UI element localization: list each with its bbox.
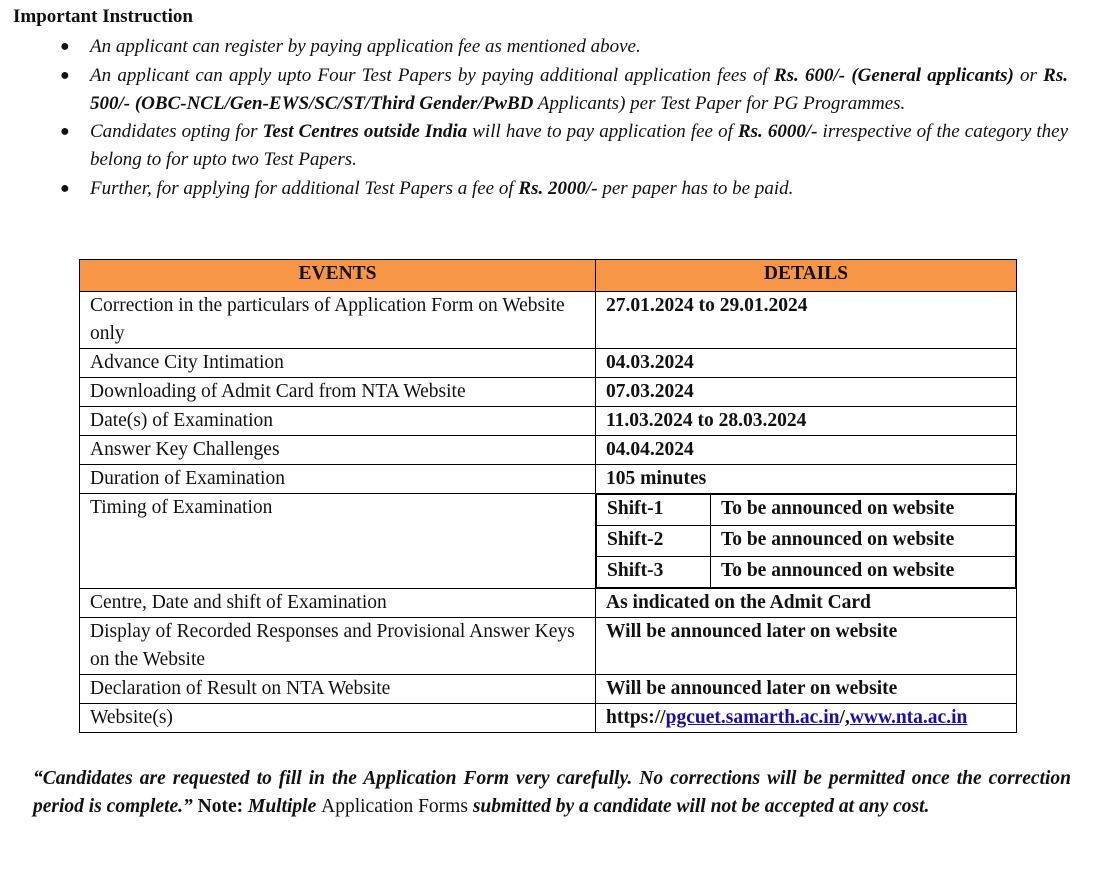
event-cell: Answer Key Challenges (80, 436, 596, 465)
instruction-list (58, 33, 1068, 203)
event-cell: Correction in the particulars of Application Form on Website only (80, 292, 596, 349)
schedule-table (79, 259, 1017, 733)
event-cell: Centre, Date and shift of Examination (80, 589, 596, 618)
website-link-pgcuet[interactable]: pgcuet.samarth.ac.in (665, 707, 840, 728)
instruction-text: Rs. 600/- (General applicants) (773, 64, 1014, 86)
table-row (80, 349, 1017, 378)
detail-cell: Will be announced later on website (596, 675, 1017, 704)
table-row (80, 465, 1017, 494)
instruction-item (58, 175, 1068, 203)
table-row (80, 378, 1017, 407)
website-link-nta[interactable]: www.nta.ac.in (849, 707, 968, 728)
detail-cell: 11.03.2024 to 28.03.2024 (596, 407, 1017, 436)
instruction-text: Candidates opting for (90, 121, 263, 142)
bullet-icon: ● (60, 123, 70, 140)
table-row (80, 675, 1017, 704)
instruction-item (58, 118, 1068, 174)
page-heading: Important Instruction (13, 6, 193, 27)
event-cell: Date(s) of Examination (80, 407, 596, 436)
instruction-text: An applicant can apply upto Four Test Papers by paying additional application fees of (90, 64, 774, 86)
instruction-text: irrespective of the category they belong to for upto two Test Papers. (90, 121, 1068, 170)
header-events: EVENTS (80, 260, 596, 292)
shift-cell (596, 494, 1017, 589)
note-part2: Application Forms (321, 796, 468, 817)
note-label: Note: (192, 796, 244, 817)
instruction-text: Applicants) per Test Paper for PG Programmes. (533, 92, 906, 114)
detail-cell: 105 minutes (596, 465, 1017, 494)
instruction-text: Rs. 2000/- (518, 177, 598, 199)
note-quote: “Candidates are requested to fill in the Application Form very carefully. No corrections will be permitted once the correction period is complete.” (33, 768, 1071, 817)
website-prefix: https:// (606, 707, 666, 728)
header-details: DETAILS (596, 260, 1017, 292)
instruction-text: per paper has to be paid. (597, 177, 794, 199)
website-cell (596, 704, 1017, 733)
shift-name: Shift-2 (597, 526, 711, 557)
detail-cell: 04.03.2024 (596, 349, 1017, 378)
shift-row (597, 557, 1016, 588)
table-header-row (80, 260, 1017, 292)
bullet-icon: ● (60, 38, 70, 55)
shift-value: To be announced on website (711, 557, 1016, 588)
event-cell: Display of Recorded Responses and Provisional Answer Keys on the Website (80, 618, 596, 675)
instruction-text: Rs. 500/- (OBC-NCL/Gen-EWS/SC/ST/Third Gender/PwBD (90, 64, 1068, 114)
note-part1: Multiple (243, 796, 322, 817)
website-separator: /, (839, 707, 850, 728)
table-row (80, 704, 1017, 733)
instruction-text: Further, for applying for additional Test Papers a fee of (90, 177, 519, 199)
detail-cell: Will be announced later on website (596, 618, 1017, 675)
shift-table (596, 494, 1016, 588)
instruction-text: or (1013, 64, 1044, 86)
event-cell: Website(s) (80, 704, 596, 733)
shift-name: Shift-1 (597, 495, 711, 526)
table-row (80, 589, 1017, 618)
event-cell: Downloading of Admit Card from NTA Website (80, 378, 596, 407)
instruction-item (58, 33, 1068, 61)
event-cell: Advance City Intimation (80, 349, 596, 378)
instruction-text: Rs. 6000/- (737, 121, 818, 142)
instruction-text: An applicant can register by paying application fee as mentioned above. (90, 36, 641, 57)
bullet-icon: ● (60, 66, 70, 84)
instruction-text: will have to pay application fee of (467, 121, 738, 142)
table-row (80, 436, 1017, 465)
detail-cell: 07.03.2024 (596, 378, 1017, 407)
shift-name: Shift-3 (597, 557, 711, 588)
footer-note (33, 765, 1071, 821)
shift-row (597, 495, 1016, 526)
detail-cell: 27.01.2024 to 29.01.2024 (596, 292, 1017, 349)
note-part3: submitted by a candidate will not be accepted at any cost. (467, 796, 930, 817)
shift-value: To be announced on website (711, 526, 1016, 557)
table-row (80, 618, 1017, 675)
bullet-icon: ● (60, 179, 70, 197)
detail-cell: 04.04.2024 (596, 436, 1017, 465)
event-cell: Duration of Examination (80, 465, 596, 494)
detail-cell: As indicated on the Admit Card (596, 589, 1017, 618)
shift-row (597, 526, 1016, 557)
table-row (80, 494, 1017, 589)
shift-value: To be announced on website (711, 495, 1016, 526)
instruction-item (58, 62, 1068, 118)
event-cell: Timing of Examination (80, 494, 596, 589)
table-row (80, 407, 1017, 436)
event-cell: Declaration of Result on NTA Website (80, 675, 596, 704)
instruction-text: Test Centres outside India (262, 121, 468, 142)
table-row (80, 292, 1017, 349)
